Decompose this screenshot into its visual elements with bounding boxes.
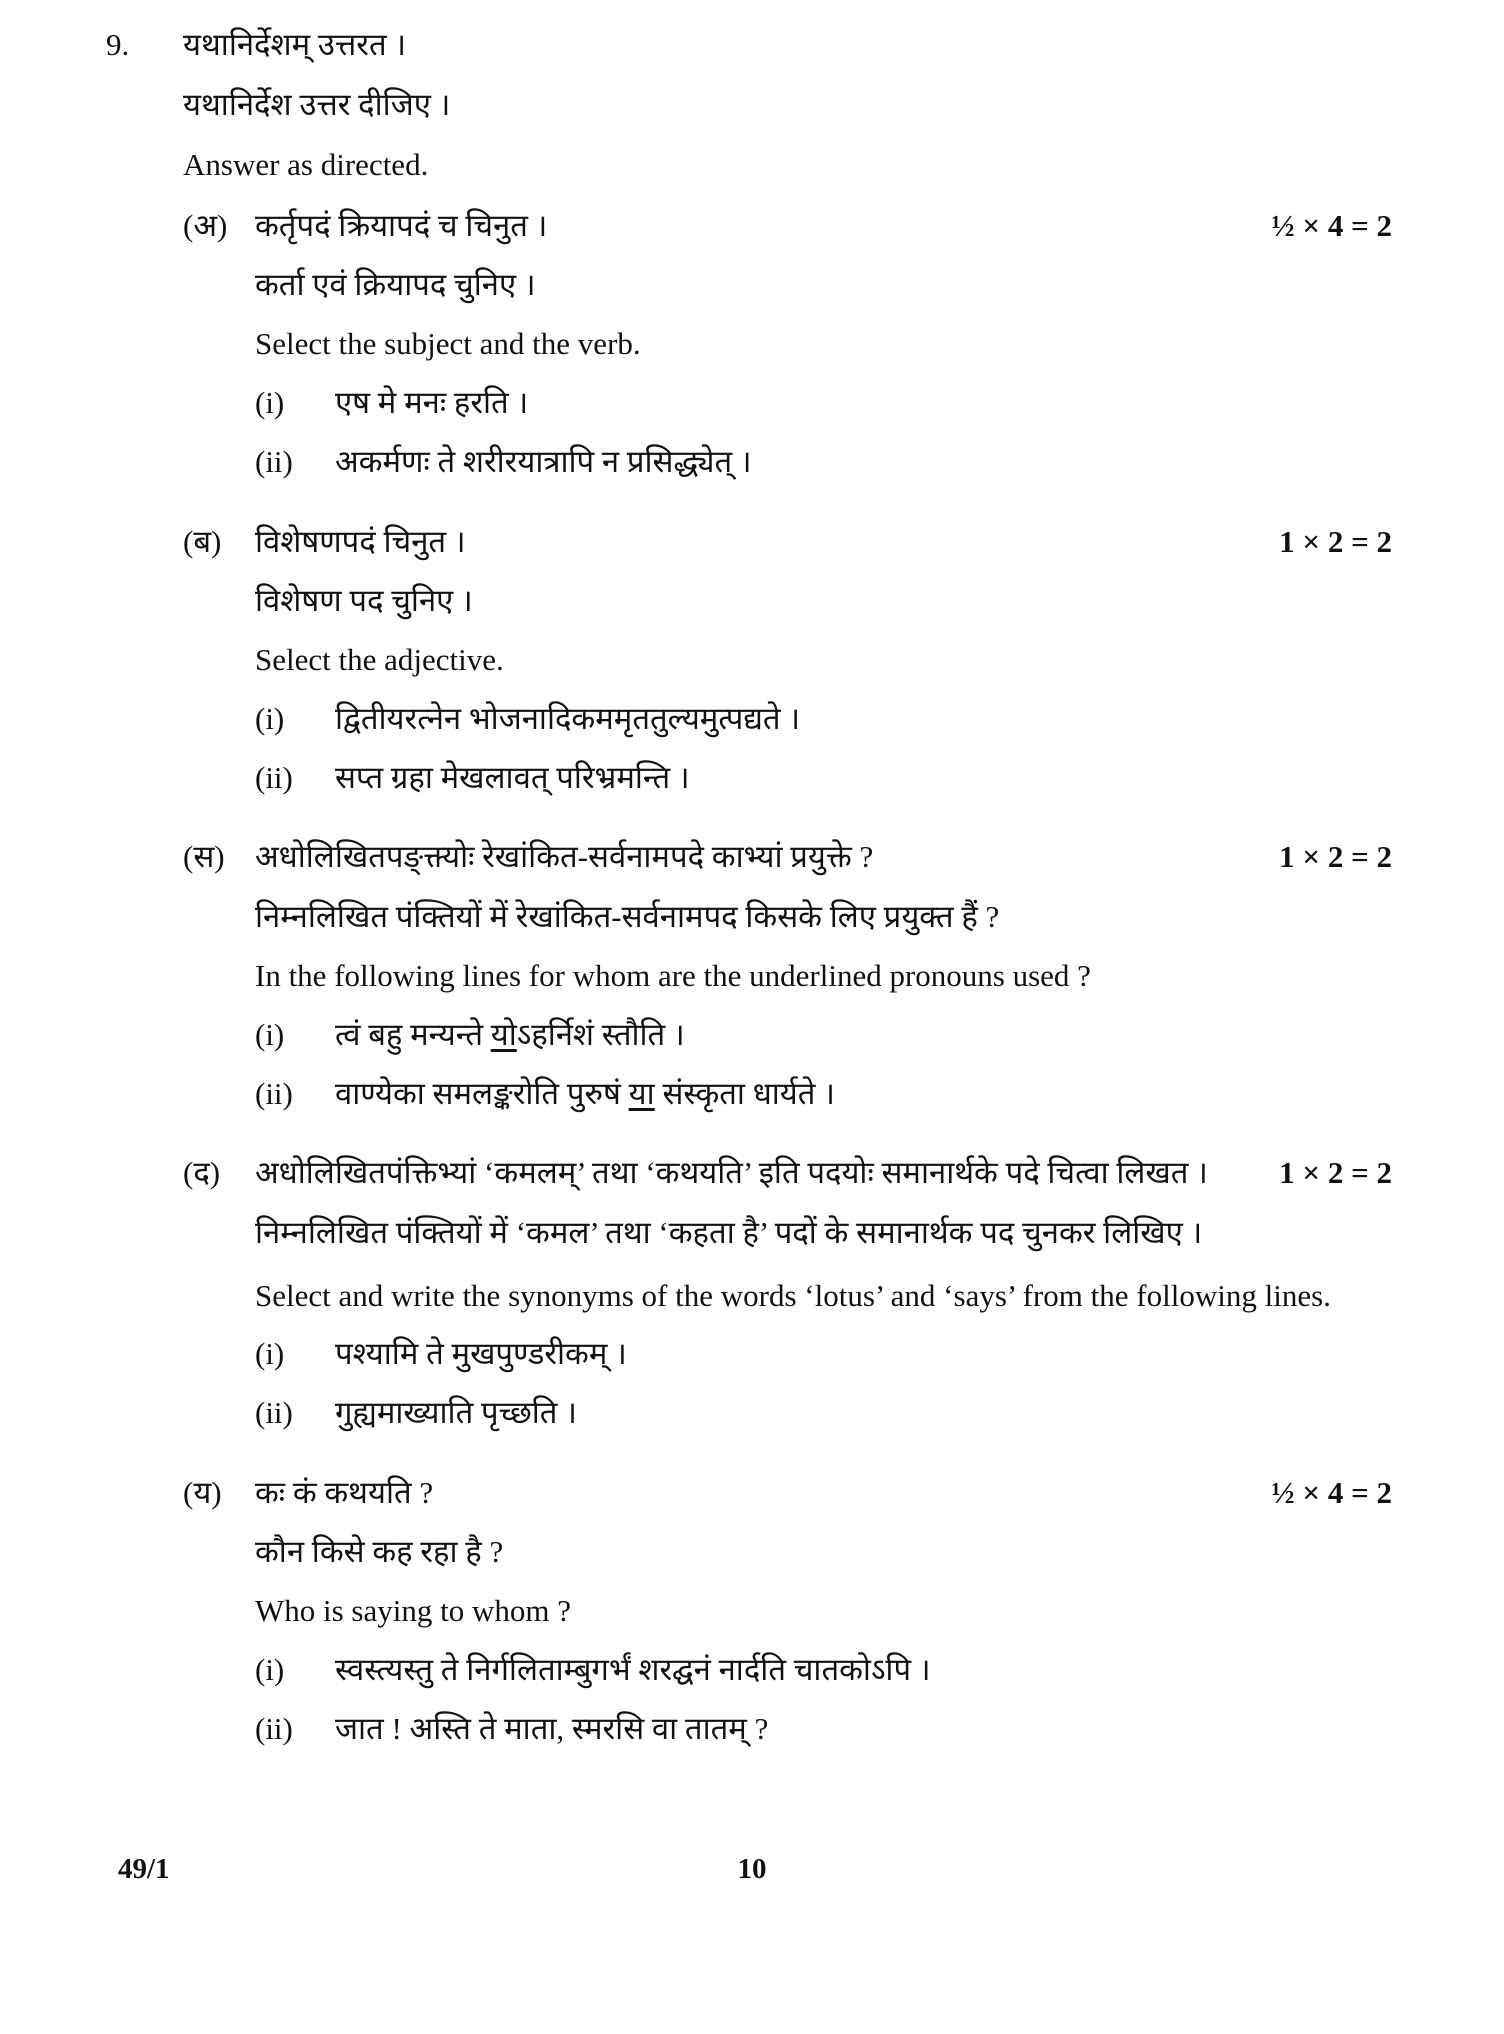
- item-number: (ii): [255, 1076, 293, 1112]
- section-prompt-english: Who is saying to whom ?: [255, 1593, 571, 1628]
- item-number: (i): [255, 701, 285, 737]
- section-prompt-sanskrit: विशेषणपदं चिनुत ।: [255, 523, 466, 559]
- section-label: (स): [183, 839, 225, 875]
- section-prompt-sanskrit: कर्तृपदं क्रियापदं च चिनुत ।: [255, 207, 548, 243]
- section-a: [183, 207, 1392, 503]
- section-prompt-english: In the following lines for whom are the underlined pronouns used ?: [255, 957, 1091, 993]
- question-item: [255, 1335, 1392, 1372]
- section-marks: 1 × 2 = 2: [1279, 839, 1392, 875]
- section-marks: 1 × 2 = 2: [1279, 523, 1392, 559]
- section-marks: ½ × 4 = 2: [1271, 1474, 1392, 1510]
- section-label: (अ): [183, 207, 228, 243]
- instruction-sanskrit: यथानिर्देशम् उत्तरत ।: [183, 27, 407, 62]
- item-number: (ii): [255, 444, 293, 480]
- section-d: [183, 1154, 1392, 1453]
- footer-paper-code: 49/1: [118, 1853, 170, 1885]
- item-text: द्वितीयरत्नेन भोजनादिकममृततुल्यमुत्पद्यते ।: [335, 701, 801, 737]
- item-text: स्वस्त्यस्तु ते निर्गलिताम्बुगर्भं शरद्घनं नार्दति चातकोऽपि ।: [335, 1652, 931, 1688]
- item-text: जात ! अस्ति ते माता, स्मरसि वा तातम् ?: [335, 1711, 769, 1747]
- underlined-pronoun: यो: [490, 1017, 517, 1052]
- item-text: वाण्येका समलङ्करोति पुरुषं या संस्कृता धार्यते ।: [335, 1076, 835, 1112]
- section-prompt-hindi: निम्नलिखित पंक्तियों में रेखांकित-सर्वनामपद किसके लिए प्रयुक्त हैं ?: [255, 898, 1000, 934]
- item-text: पश्यामि ते मुखपुण्डरीकम् ।: [335, 1336, 627, 1372]
- section-prompt-sanskrit: कः कं कथयति ?: [255, 1474, 434, 1510]
- item-text: अकर्मणः ते शरीरयात्रापि न प्रसिद्ध्येत् ।: [335, 444, 752, 480]
- question-body: [183, 26, 1392, 1770]
- footer-page-number: 10: [737, 1853, 767, 1885]
- item-number: (i): [255, 1336, 285, 1372]
- section-label: (य): [183, 1474, 222, 1510]
- question-item: [255, 1394, 1392, 1431]
- question-item: [255, 700, 1392, 737]
- question-item: [255, 384, 1392, 421]
- item-number: (ii): [255, 760, 293, 796]
- item-text: त्वं बहु मन्यन्ते योऽहर्निशं स्तौति ।: [335, 1017, 685, 1052]
- question-item: [255, 1075, 1392, 1112]
- question-item: [255, 443, 1392, 480]
- item-number: (i): [255, 385, 285, 421]
- instruction-hindi: यथानिर्देश उत्तर दीजिए ।: [183, 87, 451, 123]
- section-prompt-sanskrit: अधोलिखितपङ्क्त्योः रेखांकित-सर्वनामपदे काभ्यां प्रयुक्ते ?: [255, 839, 874, 875]
- item-number: (ii): [255, 1711, 293, 1747]
- question-item: [255, 1016, 1392, 1053]
- question-item: [255, 759, 1392, 796]
- section-b: [183, 523, 1392, 819]
- item-number: (i): [255, 1017, 285, 1052]
- section-prompt-english: Select the adjective.: [255, 641, 504, 677]
- underlined-pronoun: या: [628, 1076, 655, 1112]
- section-prompt-hindi: निम्नलिखित पंक्तियों में ‘कमल’ तथा ‘कहता है’ पदों के समानार्थक पद चुनकर लिखिए ।: [255, 1214, 1203, 1250]
- page-footer: [0, 1852, 1504, 1892]
- item-text: गुह्यमाख्याति पृच्छति ।: [335, 1395, 577, 1431]
- section-label: (ब): [183, 523, 222, 559]
- question-number: 9.: [106, 27, 130, 62]
- section-prompt-hindi: विशेषण पद चुनिए ।: [255, 582, 473, 618]
- section-prompt-hindi: कर्ता एवं क्रियापद चुनिए ।: [255, 266, 536, 302]
- section-prompt-hindi: कौन किसे कह रहा है ?: [255, 1533, 504, 1569]
- question-item: [255, 1710, 1392, 1747]
- section-s: [183, 838, 1392, 1134]
- question-9: [106, 26, 1392, 1770]
- section-prompt-english: Select and write the synonyms of the words ‘lotus’ and ‘says’ from the following lines.: [255, 1277, 1331, 1313]
- item-text: सप्त ग्रहा मेखलावत् परिभ्रमन्ति ।: [335, 760, 690, 796]
- item-text: एष मे मनः हरति ।: [335, 385, 529, 421]
- section-prompt-sanskrit: अधोलिखितपंक्तिभ्यां ‘कमलम्’ तथा ‘कथयति’ इति पदयोः समानार्थके पदे चित्वा लिखत ।: [255, 1155, 1208, 1191]
- section-prompt-english: Select the subject and the verb.: [255, 325, 641, 361]
- item-number: (i): [255, 1652, 285, 1688]
- section-marks: ½ × 4 = 2: [1271, 207, 1392, 243]
- section-y: [183, 1474, 1392, 1770]
- item-number: (ii): [255, 1395, 293, 1431]
- question-item: [255, 1651, 1392, 1688]
- section-label: (द): [183, 1155, 221, 1191]
- instruction-english: Answer as directed.: [183, 147, 429, 183]
- section-marks: 1 × 2 = 2: [1279, 1155, 1392, 1191]
